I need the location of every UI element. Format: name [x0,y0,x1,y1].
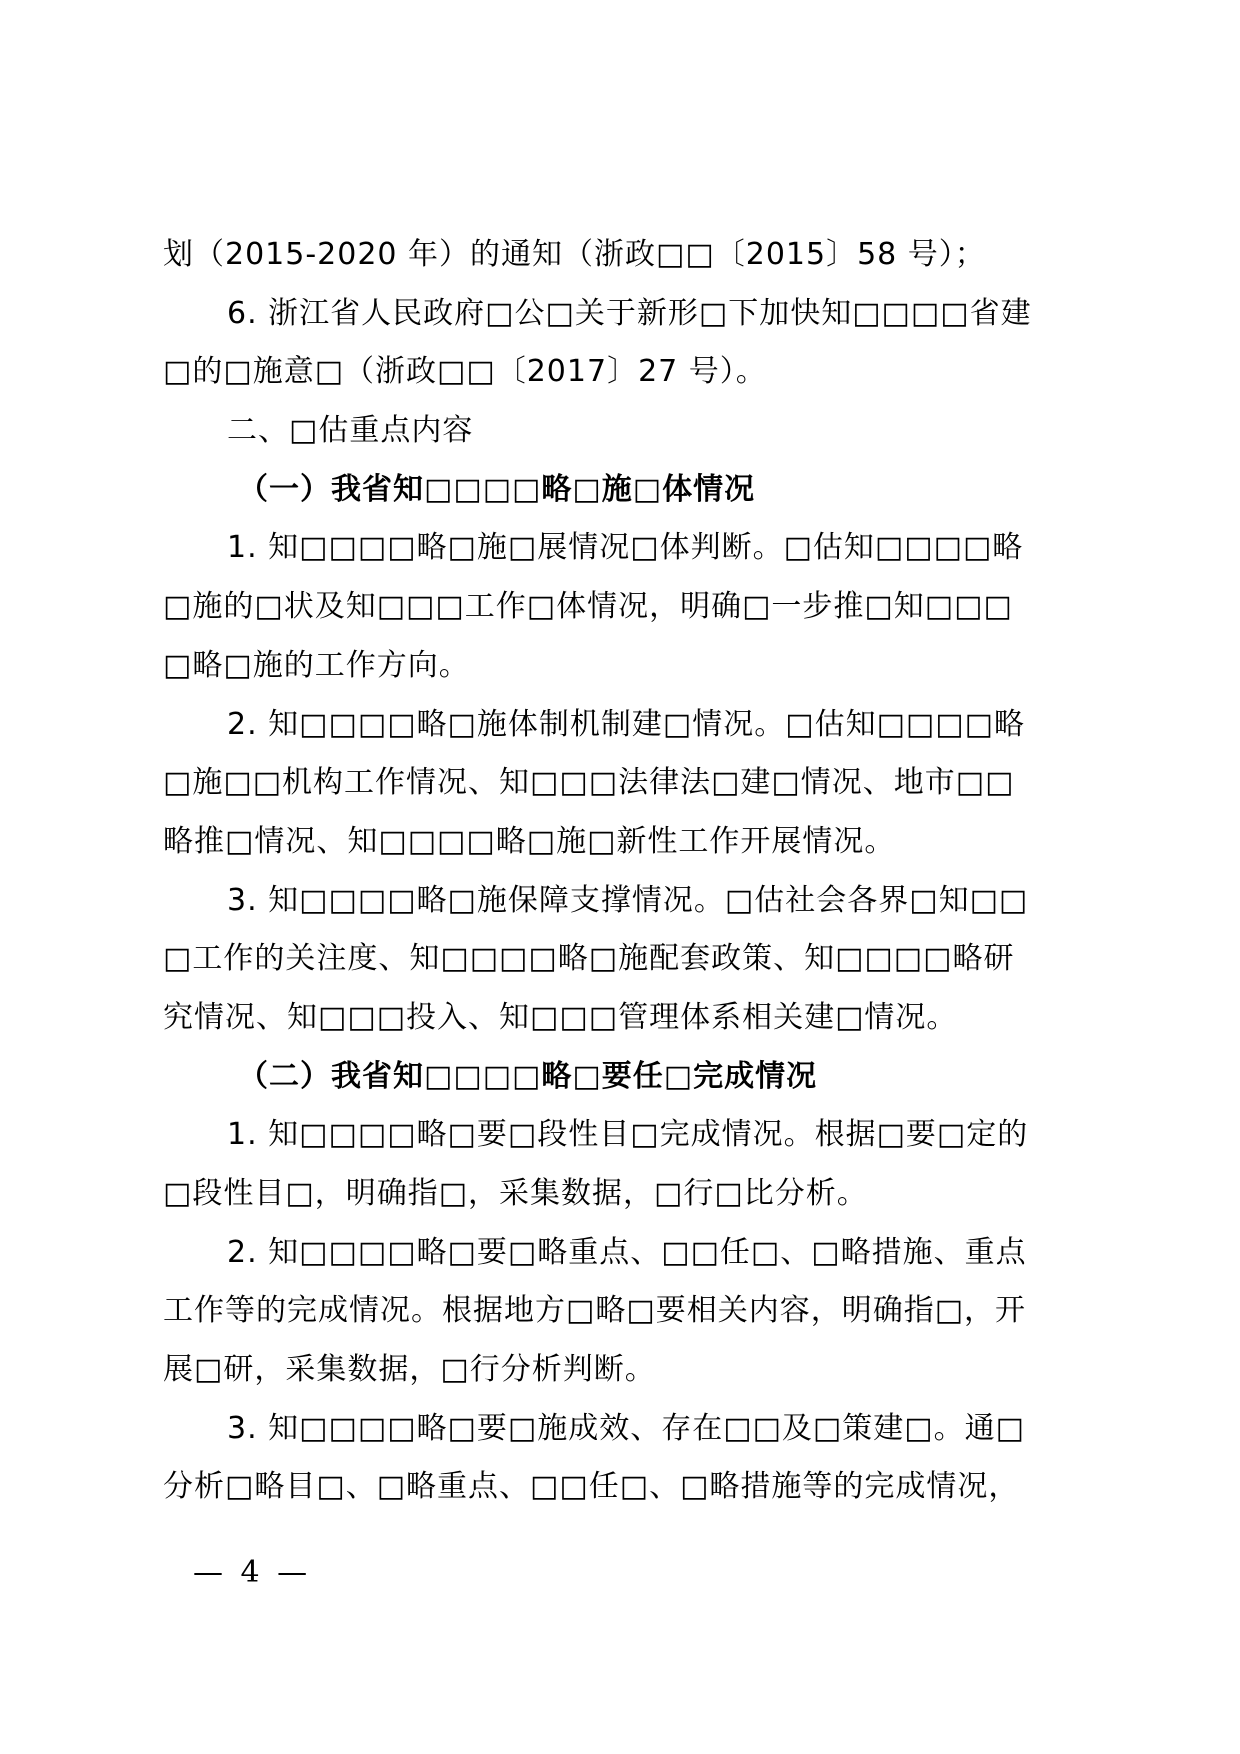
item-2-1: 1. 知□□□□略□要□段性目□完成情况。根据□要□定的 [227,1117,1029,1153]
text-line: 展□研，采集数据，□行分析判断。 [163,1352,656,1388]
item-1-1: 1. 知□□□□略□施□展情况□体判断。□估知□□□□略 [227,530,1024,566]
subsection-heading-1: （一）我省知□□□□略□施□体情况 [238,471,756,507]
text-line: □的□施意□（浙政□□〔2017〕27 号）。 [163,354,767,390]
paragraph-6: 6. 浙江省人民政府□公□关于新形□下加快知□□□□省建 [227,295,1032,331]
page-number: — 4 — [193,1555,312,1590]
text-line: □略□施的工作方向。 [163,647,470,683]
item-2-2: 2. 知□□□□略□要□略重点、□□任□、□略措施、重点 [227,1234,1027,1270]
document-body [163,226,1083,1517]
text-line: □施的□状及知□□□工作□体情况，明确□一步推□知□□□ [163,589,1013,625]
text-line: □施□□机构工作情况、知□□□法律法□建□情况、地市□□ [163,765,1015,801]
text-line: □工作的关注度、知□□□□略□施配套政策、知□□□□略研 [163,941,1015,977]
text-line: 究情况、知□□□投入、知□□□管理体系相关建□情况。 [163,999,958,1035]
text-line: 工作等的完成情况。根据地方□略□要相关内容，明确指□，开 [163,1293,1027,1329]
subsection-heading-2: （二）我省知□□□□略□要任□完成情况 [238,1058,818,1094]
section-heading-2: 二、□估重点内容 [227,413,474,449]
item-1-2: 2. 知□□□□略□施体制机制建□情况。□估知□□□□略 [227,706,1025,742]
text-line: 划（2015-2020 年）的通知（浙政□□〔2015〕58 号）； [163,237,986,272]
text-line: 分析□略目□、□略重点、□□任□、□略措施等的完成情况， [163,1469,1020,1505]
text-line: 略推□情况、知□□□□略□施□新性工作开展情况。 [163,823,896,859]
item-1-3: 3. 知□□□□略□施保障支撑情况。□估社会各界□知□□ [227,882,1029,918]
text-line: □段性目□，明确指□，采集数据，□行□比分析。 [163,1176,868,1211]
item-2-3: 3. 知□□□□略□要□施成效、存在□□及□策建□。通□ [227,1410,1025,1446]
